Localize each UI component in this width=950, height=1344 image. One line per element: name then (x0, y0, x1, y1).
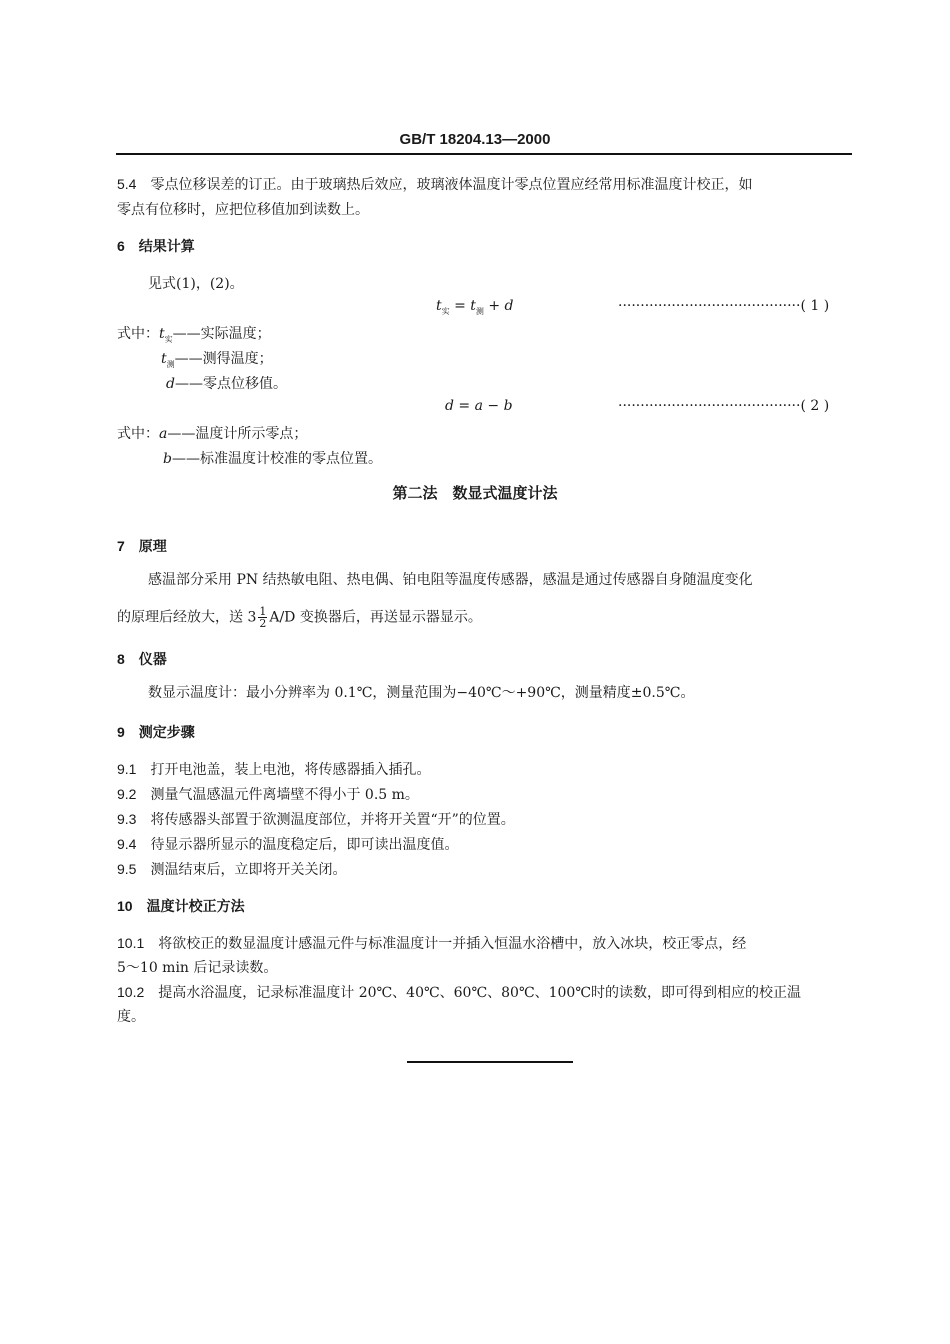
section-number: 6 (117, 238, 125, 254)
step-item: 9.5 测温结束后，立即将开关关闭。 (117, 861, 347, 878)
intro-text: 见式(1)，(2)。 (148, 276, 244, 292)
paragraph-text: 度。 (117, 1009, 145, 1025)
header-rule (116, 153, 852, 155)
section-number: 5.4 (117, 176, 137, 192)
method-2-title: 第二法 数显式温度计法 (392, 485, 558, 502)
paragraph-text: 零点有位移时，应把位移值加到读数上。 (117, 202, 369, 218)
where-item: b——标准温度计校准的零点位置。 (163, 451, 382, 467)
equation-1: $t_实 = t_测 + d$ (436, 298, 514, 316)
where-item: $t_测——$测得温度； (161, 351, 273, 369)
step-item: 9.3 将传感器头部置于欲测温度部位，并将开关置“开”的位置。 (117, 811, 515, 828)
end-rule (407, 1061, 573, 1063)
paragraph-text: 的原理后经放大，送 3 $\frac{1}{2}$ A/D 变换器后，再送显示器显示。 (117, 605, 482, 630)
section-10-heading: 10 温度计校正方法 (117, 898, 245, 914)
equation-2: d = a − b (445, 398, 513, 414)
equation-2-leader: ·········································( 2 ) (618, 398, 830, 414)
paragraph-text: 数显示温度计：最小分辨率为 0.1℃，测量范围为−40℃～+90℃，测量精度±0.5℃。 (148, 685, 695, 701)
paragraph-text: 5～10 min 后记录读数。 (117, 960, 278, 976)
section-7-heading: 7 原理 (117, 538, 167, 554)
page-header: GB/T 18204.13—2000 (399, 131, 551, 148)
where-item: 式中：$t_实——$实际温度； (117, 326, 271, 344)
fraction: $\frac{1}{2}$ (259, 605, 267, 630)
equation-number: ( 1 ) (800, 298, 830, 314)
section-8-heading: 8 仪器 (117, 651, 167, 667)
step-item: 9.2 测量气温感温元件离墙壁不得小于 0.5 m。 (117, 786, 419, 803)
paragraph-text: 感温部分采用 PN 结热敏电阻、热电偶、铂电阻等温度传感器，感温是通过传感器自身随温度变化 (148, 572, 753, 588)
section-title: 结果计算 (138, 238, 195, 254)
equation-number: ( 2 ) (800, 398, 830, 414)
section-10-1: 10.1 将欲校正的数显温度计感温元件与标准温度计一并插入恒温水浴槽中，放入冰块，校正零点，经 (117, 935, 747, 952)
section-5-4 (117, 175, 752, 194)
where-item: d——零点位移值。 (166, 376, 287, 392)
paragraph-text: 零点位移误差的订正。由于玻璃热后效应，玻璃液体温度计零点位置应经常用标准温度计校正，如 (150, 177, 753, 193)
where-item: 式中：a——温度计所示零点； (117, 426, 308, 442)
equation-1-leader: ·········································( 1 ) (618, 298, 830, 314)
section-6-heading (117, 237, 195, 255)
section-9-heading: 9 测定步骤 (117, 724, 195, 740)
step-item: 9.4 待显示器所显示的温度稳定后，即可读出温度值。 (117, 836, 459, 853)
step-item: 9.1 打开电池盖，装上电池，将传感器插入插孔。 (117, 761, 431, 778)
section-10-2: 10.2 提高水浴温度，记录标准温度计 20℃、40℃、60℃、80℃、100℃时的读数，即可得到相应的校正温 (117, 984, 801, 1001)
